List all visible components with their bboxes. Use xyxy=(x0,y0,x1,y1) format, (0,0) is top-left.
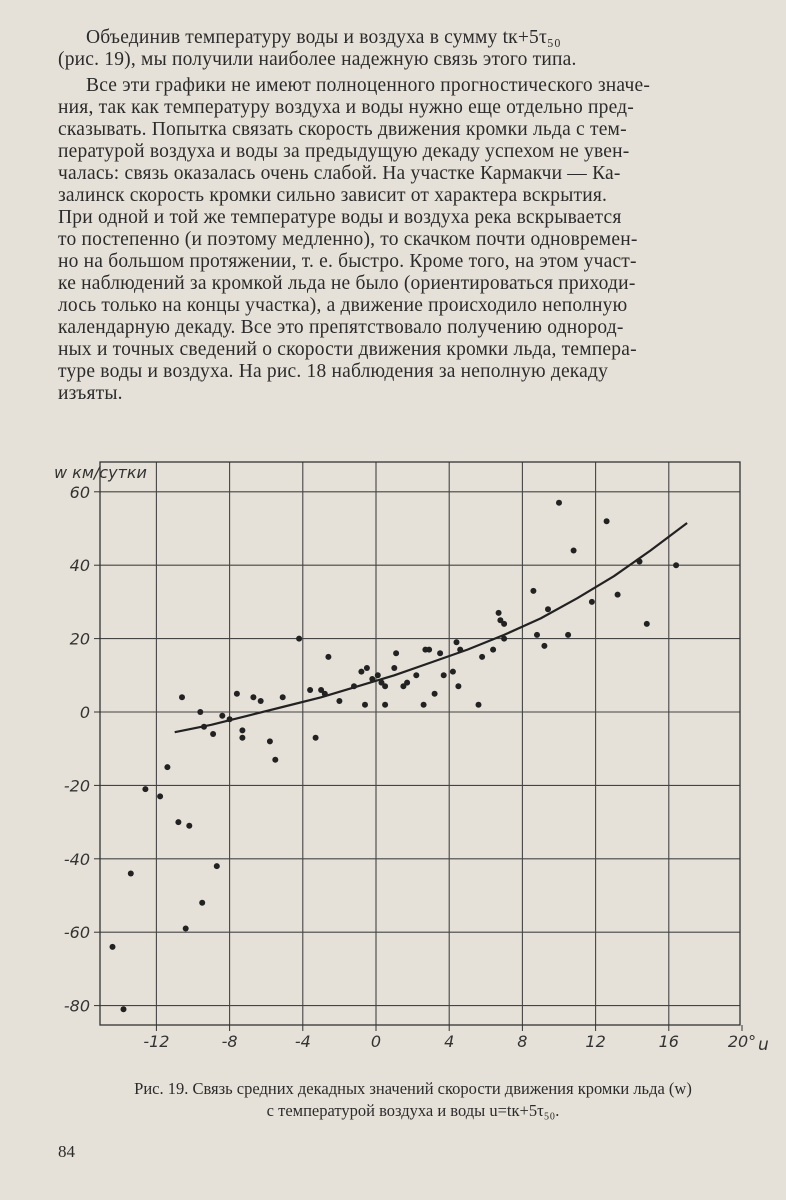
data-point xyxy=(227,716,233,722)
x-tick-label: 8 xyxy=(517,1032,528,1051)
x-tick-label: -12 xyxy=(143,1032,170,1051)
text-line: Все эти графики не имеют полноценного прогностического значе- xyxy=(86,75,651,96)
data-point xyxy=(556,500,562,506)
y-tick-label: 60 xyxy=(69,482,90,502)
data-point xyxy=(128,871,134,877)
text-line: пературой воздуха и воды за предыдущую декаду успехом не увен- xyxy=(58,141,630,162)
caption-line-1: Рис. 19. Связь средних декадных значений скорости движения кромки льда (w) xyxy=(134,1079,692,1098)
y-tick-label: -40 xyxy=(63,849,90,869)
data-point xyxy=(351,683,357,689)
data-point xyxy=(589,599,595,605)
plot-frame xyxy=(100,462,740,1025)
x-tick-label: 16 xyxy=(658,1032,679,1051)
data-point xyxy=(250,694,256,700)
caption-line-2: с температурой воздуха и воды u=tк+5τ₅₀. xyxy=(266,1101,560,1120)
data-point xyxy=(183,926,189,932)
text-line: туре воды и воздуха. На рис. 18 наблюдения за неполную декаду xyxy=(58,361,609,382)
y-tick-label: -20 xyxy=(63,776,90,796)
data-point xyxy=(501,621,507,627)
data-point xyxy=(272,757,278,763)
data-point xyxy=(490,647,496,653)
data-point xyxy=(239,727,245,733)
data-point xyxy=(219,713,225,719)
data-point xyxy=(336,698,342,704)
scatter-chart xyxy=(40,450,780,1070)
data-point xyxy=(413,672,419,678)
data-point xyxy=(267,738,273,744)
paragraph-2 xyxy=(58,75,758,405)
text-line: ке наблюдений за кромкой льда не было (ориентироваться приходи- xyxy=(58,273,636,294)
text-line: залинск скорость кромки сильно зависит от характера вскрытия. xyxy=(58,185,608,206)
data-point xyxy=(142,786,148,792)
fit-curve-layer xyxy=(175,523,687,732)
text-line: ния, так как температуру воздуха и воды нужно еще отдельно пред- xyxy=(58,97,634,118)
data-point xyxy=(121,1006,127,1012)
text-line: но на большом протяжении, т. е. быстро. Кроме того, на этом участ- xyxy=(58,251,637,272)
data-point xyxy=(313,735,319,741)
data-point xyxy=(201,724,207,730)
y-tick-label: -80 xyxy=(63,996,90,1016)
data-point xyxy=(426,647,432,653)
x-tick-label: 0 xyxy=(370,1032,382,1051)
paragraph-1 xyxy=(58,27,758,71)
text-line: лось только на концы участка), а движение происходило неполную xyxy=(58,295,628,316)
data-point xyxy=(644,621,650,627)
data-point xyxy=(197,709,203,715)
text-line: сказывать. Попытка связать скорость движения кромки льда с тем- xyxy=(58,119,627,140)
data-point xyxy=(164,764,170,770)
text-line: При одной и той же температуре воды и воздуха река вскрывается xyxy=(58,207,622,228)
x-axis-label: u xyxy=(758,1035,769,1055)
data-point xyxy=(476,702,482,708)
data-point xyxy=(325,654,331,660)
text-line: то постепенно (и поэтому медленно), то скачком почти одновремен- xyxy=(58,229,638,250)
data-point xyxy=(307,687,313,693)
y-tick-label: -60 xyxy=(63,923,90,943)
page-number: 84 xyxy=(58,1142,75,1161)
data-point xyxy=(375,672,381,678)
scatter-figure xyxy=(40,450,780,1070)
data-point xyxy=(358,669,364,675)
data-point xyxy=(110,944,116,950)
data-point xyxy=(369,676,375,682)
data-point xyxy=(382,683,388,689)
data-point xyxy=(534,632,540,638)
x-tick-label: 4 xyxy=(444,1032,455,1051)
data-point xyxy=(280,694,286,700)
data-point xyxy=(391,665,397,671)
text-line: (рис. 19), мы получили наиболее надежную связь этого типа. xyxy=(58,49,577,70)
data-point xyxy=(673,562,679,568)
data-point xyxy=(432,691,438,697)
data-point xyxy=(393,650,399,656)
data-point xyxy=(258,698,264,704)
data-point xyxy=(530,588,536,594)
data-point xyxy=(455,683,461,689)
data-point xyxy=(239,735,245,741)
data-point xyxy=(364,665,370,671)
data-point xyxy=(501,636,507,642)
x-tick-label: 20° xyxy=(727,1032,757,1051)
data-point xyxy=(421,702,427,708)
data-point xyxy=(541,643,547,649)
data-point xyxy=(322,691,328,697)
data-point xyxy=(571,548,577,554)
data-point xyxy=(210,731,216,737)
data-points-layer xyxy=(110,500,680,1013)
data-point xyxy=(450,669,456,675)
data-point xyxy=(157,793,163,799)
text-line: чалась: связь оказалась очень слабой. На участке Кармакчи — Ка- xyxy=(58,163,621,184)
data-point xyxy=(186,823,192,829)
data-point xyxy=(179,694,185,700)
y-tick-label: 20 xyxy=(69,629,90,649)
fit-curve xyxy=(175,523,687,732)
data-point xyxy=(496,610,502,616)
data-point xyxy=(441,672,447,678)
data-point xyxy=(604,518,610,524)
data-point xyxy=(234,691,240,697)
data-point xyxy=(637,559,643,565)
text-line: ных и точных сведений о скорости движения кромки льда, темпера- xyxy=(58,339,637,360)
data-point xyxy=(404,680,410,686)
x-tick-label: -8 xyxy=(221,1032,238,1051)
data-point xyxy=(382,702,388,708)
y-tick-label: 0 xyxy=(79,703,90,722)
text-line: изъяты. xyxy=(58,383,123,404)
chart-grid xyxy=(100,462,740,1025)
figure-caption xyxy=(58,1078,768,1122)
data-point xyxy=(565,632,571,638)
x-tick-label: -4 xyxy=(294,1032,311,1051)
text-line: календарную декаду. Все это препятствовало получению однород- xyxy=(58,317,624,338)
data-point xyxy=(199,900,205,906)
data-point xyxy=(362,702,368,708)
text-line: Объединив температуру воды и воздуха в сумму tк+5τ₅₀ xyxy=(86,27,562,48)
data-point xyxy=(175,819,181,825)
data-point xyxy=(457,647,463,653)
x-tick-label: 12 xyxy=(585,1032,606,1051)
data-point xyxy=(296,636,302,642)
data-point xyxy=(214,863,220,869)
data-point xyxy=(454,639,460,645)
y-axis-label: w км/сутки xyxy=(54,463,147,482)
data-point xyxy=(545,606,551,612)
y-tick-label: 40 xyxy=(69,556,90,576)
data-point xyxy=(437,650,443,656)
data-point xyxy=(615,592,621,598)
data-point xyxy=(479,654,485,660)
